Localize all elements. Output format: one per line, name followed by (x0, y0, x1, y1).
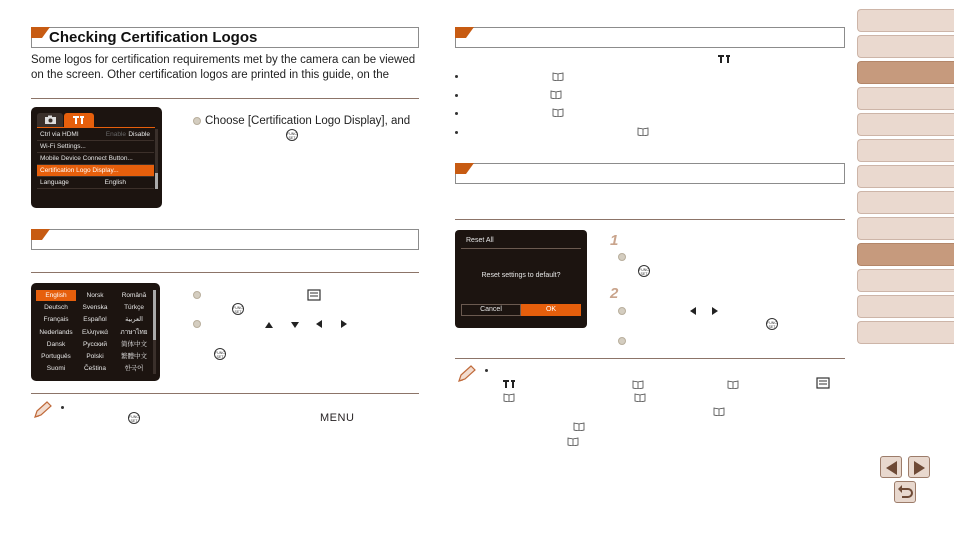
language-option[interactable]: 繁體中文 (121, 353, 147, 360)
sidebar-tab-3[interactable] (857, 61, 954, 84)
pencil-note-icon (456, 364, 478, 384)
page-ref-book-icon (634, 393, 646, 402)
left-arrow-icon (690, 307, 696, 315)
menu-row-wifi[interactable] (37, 141, 154, 153)
page-ref-book-icon (552, 72, 564, 81)
dialog-question: Reset settings to default? (481, 272, 561, 279)
return-button[interactable] (894, 481, 916, 503)
language-scrollbar[interactable] (153, 290, 156, 374)
language-option[interactable]: Čeština (83, 365, 107, 373)
page-ref-book-icon (727, 380, 739, 389)
left-arrow-icon (316, 320, 322, 328)
language-option[interactable]: 简体中文 (121, 340, 147, 348)
section-title: Checking Certification Logos (49, 29, 258, 46)
note-bullet (61, 406, 64, 409)
menu-tab-underline (37, 127, 155, 128)
menu-row-label: Language (40, 179, 69, 186)
sidebar-tab-13[interactable] (857, 321, 954, 344)
wrench-icon (64, 113, 94, 127)
page-ref-book-icon (713, 407, 725, 416)
language-option[interactable]: Español (83, 316, 107, 324)
section-marker (31, 27, 42, 38)
language-option[interactable]: Română (121, 292, 147, 299)
divider (31, 272, 419, 273)
reset-all-screen (455, 230, 587, 328)
down-arrow-icon (291, 322, 299, 328)
page-ref-book-icon (503, 393, 515, 402)
func-set-icon: FUNC SET (766, 318, 778, 330)
language-option[interactable]: Polski (86, 353, 104, 360)
menu-row-language[interactable] (37, 177, 154, 189)
func-set-icon: FUNC SET (214, 348, 226, 360)
wrench-icon (718, 54, 732, 64)
step-bullet (618, 253, 626, 261)
list-bullet (455, 131, 458, 134)
language-option[interactable]: Svenska (82, 304, 108, 312)
page-ref-book-icon (573, 422, 585, 431)
page-ref-book-icon (567, 437, 579, 446)
language-option[interactable]: Deutsch (44, 304, 68, 312)
setup-tab (64, 113, 94, 127)
sidebar-tab-1[interactable] (857, 9, 954, 32)
menu-row-option: Enable (105, 131, 126, 138)
menu-row-hdmi[interactable] (37, 129, 154, 141)
step-number-1: 1 (610, 232, 619, 249)
section-marker (455, 163, 466, 174)
func-set-icon: FUNC SET (638, 265, 650, 277)
menu-row-label: Mobile Device Connect Button... (40, 155, 133, 162)
previous-page-button[interactable] (880, 456, 902, 478)
step-bullet (193, 117, 201, 125)
divider (455, 358, 845, 359)
section-header-language (31, 229, 419, 250)
language-option[interactable]: Suomi (46, 365, 66, 373)
language-option[interactable]: Türkçe (124, 304, 144, 312)
next-arrow-icon (914, 461, 925, 475)
menu-button-label: MENU (320, 412, 355, 424)
sidebar-tab-9[interactable] (857, 217, 954, 240)
sidebar-tab-12[interactable] (857, 295, 954, 318)
sidebar-tab-11[interactable] (857, 269, 954, 292)
dialog-title-rule (461, 248, 581, 249)
step-instruction: Choose [Certification Logo Display], and (205, 115, 411, 127)
setup-menu-screen (31, 107, 162, 208)
cancel-button[interactable]: Cancel (461, 304, 521, 316)
sidebar-tab-2[interactable] (857, 35, 954, 58)
menu-row-mobile[interactable] (37, 153, 154, 165)
func-set-icon: FUNC SET (128, 412, 140, 424)
language-option[interactable]: 한국어 (124, 365, 144, 373)
func-set-icon: FUNC SET (232, 303, 244, 315)
right-arrow-icon (341, 320, 347, 328)
language-option[interactable]: Nederlands (39, 328, 73, 336)
divider (31, 393, 419, 394)
sidebar-tab-5[interactable] (857, 113, 954, 136)
divider (31, 98, 419, 99)
section-header-right-1 (455, 27, 845, 48)
pencil-note-icon (32, 400, 54, 420)
menu-row-label: Certification Logo Display... (40, 167, 119, 174)
language-screen (31, 283, 160, 381)
step-bullet (618, 337, 626, 345)
page-ref-book-icon (632, 380, 644, 389)
up-arrow-icon (265, 322, 273, 328)
language-option[interactable]: Русский (82, 340, 108, 348)
dialog-title: Reset All (466, 237, 494, 244)
section-marker (31, 229, 42, 240)
func-set-icon: FUNC SET (286, 129, 298, 141)
step-bullet (193, 320, 201, 328)
language-option[interactable]: Norsk (86, 292, 104, 299)
language-option[interactable]: Français (43, 316, 69, 324)
section-header-certification (31, 27, 419, 48)
section-marker (455, 27, 466, 38)
sidebar-tab-7[interactable] (857, 165, 954, 188)
menu-row-value: Disable (128, 131, 150, 138)
menu-row-certification[interactable] (37, 165, 154, 177)
prev-arrow-icon (886, 461, 897, 475)
language-option[interactable]: Ελληνικά (81, 328, 109, 336)
language-option[interactable]: العربية (125, 316, 143, 324)
sidebar-tab-6[interactable] (857, 139, 954, 162)
sidebar-tab-4[interactable] (857, 87, 954, 110)
right-arrow-icon (712, 307, 718, 315)
shooting-tab (37, 113, 63, 127)
return-arrow-icon (895, 482, 915, 502)
menu-scrollbar[interactable] (155, 129, 158, 189)
sidebar-tab-8[interactable] (857, 191, 954, 214)
language-option[interactable]: Português (41, 353, 71, 360)
list-bullet (455, 75, 458, 78)
note-bullet (485, 369, 488, 372)
page-ref-book-icon (552, 108, 564, 117)
language-option[interactable]: English (36, 290, 76, 301)
language-option[interactable]: ภาษาไทย (120, 328, 148, 336)
menu-row-label: Ctrl via HDMI (40, 131, 79, 138)
divider (455, 219, 845, 220)
ok-button[interactable]: OK (521, 304, 581, 316)
language-option[interactable]: Dansk (46, 340, 66, 348)
sidebar-tab-10[interactable] (857, 243, 954, 266)
step-bullet (193, 291, 201, 299)
section-header-reset-all (455, 163, 845, 184)
menu-display-icon (816, 377, 832, 391)
list-bullet (455, 94, 458, 97)
menu-display-icon (307, 289, 323, 303)
page-ref-book-icon (550, 90, 562, 99)
step-bullet (618, 307, 626, 315)
list-bullet (455, 112, 458, 115)
intro-paragraph: Some logos for certification requirements met by the camera can be viewed on the screen. Other certification logos are printed in this guide, on the (31, 54, 416, 81)
next-page-button[interactable] (908, 456, 930, 478)
menu-row-value: English (104, 179, 126, 186)
step-number-2: 2 (610, 285, 619, 302)
page-ref-book-icon (637, 127, 649, 136)
menu-row-label: Wi-Fi Settings... (40, 143, 86, 150)
wrench-icon (503, 379, 517, 389)
camera-icon (37, 113, 63, 127)
